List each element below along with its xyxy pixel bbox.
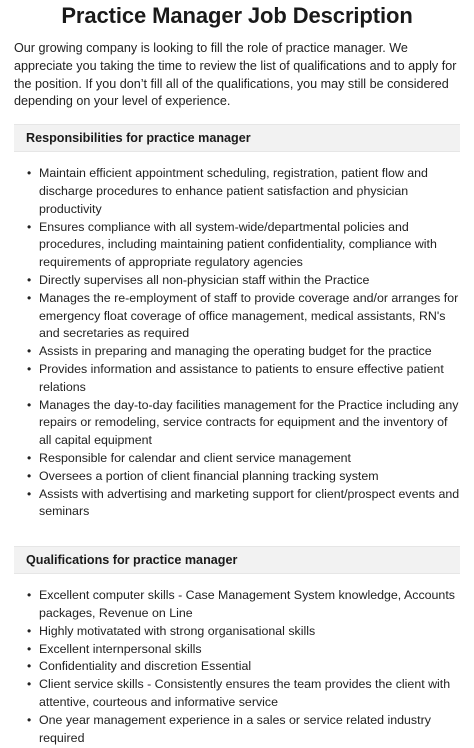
qualifications-list (14, 587, 460, 747)
bullet-icon: • (27, 272, 32, 287)
list-item-text: Excellent computer skills - Case Management System knowledge, Accounts packages, Revenue on Line (39, 588, 455, 620)
list-item-text: Oversees a portion of client financial planning tracking system (39, 468, 379, 483)
bullet-icon: • (27, 166, 32, 181)
list-item (26, 450, 460, 468)
list-item-text: Manages the day-to-day facilities management for the Practice including any repairs or remodeling, service contracts for equipment and the inventory of all capital equipment (39, 397, 459, 448)
list-item-text: Maintain efficient appointment scheduling, registration, patient flow and discharge procedures to enhance patient satisfaction and physician productivity (39, 166, 428, 216)
bullet-icon: • (27, 361, 32, 376)
list-item (26, 712, 460, 748)
list-item-text: Client service skills - Consistently ensures the team provides the client with attentive, courteous and informative service (39, 677, 451, 709)
list-item (26, 290, 460, 343)
list-item (26, 641, 460, 659)
list-item (26, 361, 460, 397)
bullet-icon: • (27, 344, 32, 359)
list-item (26, 272, 460, 290)
list-item (26, 623, 460, 641)
list-item-text: Excellent internpersonal skills (39, 641, 202, 656)
list-item (26, 658, 460, 676)
bullet-icon: • (27, 588, 32, 603)
list-item (26, 676, 460, 712)
intro-paragraph: Our growing company is looking to fill the role of practice manager. We appreciate you taking the time to review the list of qualifications and to apply for the position. If you don’t fill all of the qualifications, you may still be considered depending on your level of experience. (14, 41, 457, 109)
list-item-text: Manages the re-employment of staff to provide coverage and/or arranges for emergency float coverage of office management, medical assistants, RN's and secretaries as required (39, 290, 459, 341)
list-item (26, 219, 460, 272)
bullet-icon: • (27, 450, 32, 465)
list-item (26, 165, 460, 218)
list-item (26, 486, 460, 522)
bullet-icon: • (27, 486, 32, 501)
list-item (26, 587, 460, 623)
list-item-text: Assists with advertising and marketing support for client/prospect events and seminars (39, 486, 460, 519)
list-item-text: Provides information and assistance to patients to ensure effective patient relations (39, 361, 444, 394)
responsibilities-heading: Responsibilities for practice manager (14, 124, 460, 152)
list-item-text: Ensures compliance with all system-wide/departmental policies and procedures, including maintaining patient confidentiality, compliance with requirements of appropriate regulatory agencies (39, 219, 437, 270)
list-item-text: Directly supervises all non-physician staff within the Practice (39, 272, 370, 287)
list-item-text: Confidentiality and discretion Essential (39, 659, 252, 674)
responsibilities-list (14, 165, 460, 521)
bullet-icon: • (27, 468, 32, 483)
list-item-text: Responsible for calendar and client service management (39, 450, 352, 465)
list-item (26, 397, 460, 450)
bullet-icon: • (27, 659, 32, 674)
list-item (26, 343, 460, 361)
bullet-icon: • (27, 623, 32, 638)
bullet-icon: • (27, 290, 32, 305)
list-item-text: One year management experience in a sales or service related industry required (39, 712, 431, 745)
bullet-icon: • (27, 712, 32, 727)
qualifications-heading: Qualifications for practice manager (14, 546, 460, 574)
list-item-text: Assists in preparing and managing the operating budget for the practice (39, 344, 432, 359)
bullet-icon: • (27, 219, 32, 234)
bullet-icon: • (27, 397, 32, 412)
list-item-text: Highly motivatated with strong organisational skills (39, 623, 316, 638)
list-item (26, 468, 460, 486)
page-title: Practice Manager Job Description (61, 3, 413, 28)
bullet-icon: • (27, 641, 32, 656)
bullet-icon: • (27, 677, 32, 692)
